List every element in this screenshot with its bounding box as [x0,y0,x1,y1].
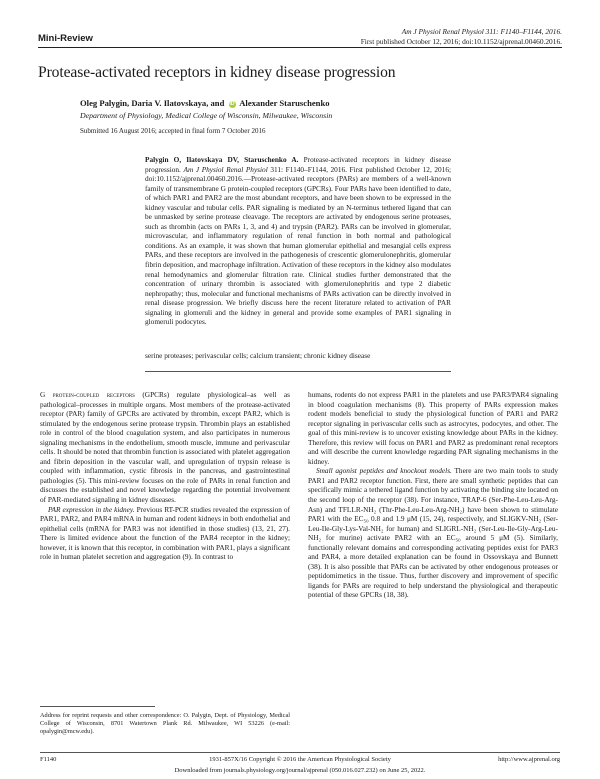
agonists-body: There are two main tools to study PAR1 and PAR2 receptor function. First, there are small synthetic peptides that can specifically mimic a tethered ligand function by activating the binding site located on the second loop of the receptor (38). For instance, TRAP-6 (Ser-Phe-Leu-Leu-Arg-Asn) and TFLLR-NH₂ (Thr-Phe-Leu-Leu-Arg-NH₂) have been shown to stimulate PAR1 with the EC₅₀ 0.8 and 1.9 μM (15, 24), respectively, and SLIGKV-NH₂ (Ser-Leu-Ile-Gly-Lys-Val-NH₂ for human) and SLIGRL-NH₂ (Ser-Leu-Ile-Gly-Arg-Leu-NH₂ for murine) activate PAR2 with an EC₅₀ around 5 μM (5). Similarly, functionally relevant domains and corresponding activating peptides exist for PAR3 and PAR4, a more detailed explanation can be found in Ossovskaya and Bunnett (38). It is also possible that PARs can be activated by other endogenous proteases or peptidomimetics in the tissue. Thus, further discovery and improvement of specific ligands for PARs are required to help understand the physiological and therapeutic potential of these GPCRs (18, 38). [308,466,558,600]
keywords: serine proteases; perivascular cells; calcium transient; chronic kidney disease [145,351,371,360]
abstract [145,155,451,327]
affiliation: Department of Physiology, Medical College of Wisconsin, Milwaukee, Wisconsin [80,111,333,120]
author-list [80,98,330,108]
section-label: Mini-Review [38,33,93,44]
author-names: Oleg Palygin, Daria V. Ilatovskaya, and [80,98,225,108]
left-column [40,390,290,562]
citation-line-2: First published October 12, 2016; doi:10.1152/ajprenal.00460.2016. [360,36,562,46]
page-number: F1140 [40,756,57,763]
right-column [308,390,558,600]
download-notice: Downloaded from journals.physiology.org/journal/ajprenal (050.016.027.232) on June 25, 2022. [174,767,426,774]
submission-dates: Submitted 16 August 2016; accepted in final form 7 October 2016 [80,127,266,135]
expression-heading: PAR expression in the kidney. [48,504,135,514]
intro-body: (GPCRs) regulate physiological–as well as pathological–processes in multiple organs. Most members of the protease-activated receptor (PAR) family of GPCRs are activated by thrombin, except PAR2, which is stimulated by the endogenous serine protease trypsin. Thrombin plays an established role in control of the blood coagulation system, and also participates in numerous signaling mechanisms in the endothelium, smooth muscle, immune and perivascular cells. It should be noted that thrombin function is associated with platelet aggregation and fibrin deposition in the vascular wall, and upregulation of trypsin release is coupled with inflammation, cystic fibrosis in the pancreas, and gastrointestinal pathologies (5). This mini-review focuses on the role of PARs in renal function and discusses the established and novel knowledge regarding the potential involvement of PAR-mediated signaling in kidney diseases. [40,390,290,505]
abstract-body: Protease-activated receptors (PARs) are members of a well-known family of transmembrane G protein-coupled receptors (GPCRs). Four PARs have been identified to date, of which PAR1 and PAR2 are the most abundant receptors, and have been shown to be expressed in the kidney vascular and tubular cells. PAR signaling is mediated by an N-terminus tethered ligand that can be unmasked by serine protease cleavage. The receptors are activated by endogenous serine proteases, such as thrombin (acts on PARs 1, 3, and 4) and trypsin (PAR2). PARs can be involved in glomerular, microvascular, and inflammatory regulation of renal function in both normal and pathological conditions. As an example, it was shown that human glomerular epithelial and mesangial cells express PARs, and these receptors are involved in the pathogenesis of crescentic glomerulonephritis, glomerular fibrin deposition, and macrophage infiltration. Activation of these receptors in the kidney also modulates renal hemodynamics and glomerular filtration rate. Clinical studies further demonstrated that the concentration of urinary thrombin is associated with glomerulonephritis and type 2 diabetic nephropathy; thus, molecular and functional mechanisms of PARs activation can be directly involved in renal disease progression. We briefly discuss here the recent literature related to activation of PAR signaling in glomeruli and the kidney in general and provide some examples of PAR1 signaling in glomeruli podocytes. [145,174,451,327]
intro-lead: G protein-coupled receptors [40,390,135,399]
orcid-icon[interactable]: iD [229,101,235,107]
journal-citation [361,27,562,46]
agonists-heading: Small agonist peptides and knockout models. [316,466,452,476]
paragraph-agonists [308,466,558,600]
header-rule [38,47,562,48]
expression-body: Previous RT-PCR studies revealed the expression of PAR1, PAR2, and PAR4 mRNA in human and rodent kidneys in both endothelial and epithelial cells (mRNA for PAR3 was not identified in those studies) (13, 21, 27). There is limited evidence about the function of the PAR4 receptor in the kidney; however, it is known that this receptor, in combination with PAR1, plays a significant role in human platelet secretion and aggregation (9). In contrast to [40,504,291,562]
correspondence-footnote: Address for reprint requests and other correspondence: O. Palygin, Dept. of Physiology, Medical College of Wisconsin, 8701 Watertown Plank Rd. Milwaukee, WI 53226 (e-mail: opalygin@mcw.edu). [40,712,290,736]
footnote-rule [40,706,155,707]
author-last: Alexander Staruschenko [239,98,330,108]
abstract-rule [145,371,451,372]
abstract-citation-journal: Am J Physiol Renal Physiol [183,164,268,174]
article-title: Protease-activated receptors in kidney disease progression [38,64,396,81]
abstract-citation-authors: Palygin O, Ilatovskaya DV, Staruschenko A. [145,155,299,164]
citation-line-1: Am J Physiol Renal Physiol 311: F1140–F1144, 2016. [401,27,562,36]
abstract-citation-title: Protease-activated receptors in kidney disease progression. [145,155,451,174]
copyright-line: 1931-857X/16 Copyright © 2016 the American Physiological Society [209,756,391,763]
footer-rule [40,752,560,753]
journal-url[interactable]: http://www.ajprenal.org [498,756,560,763]
abstract-citation-rest: 311: F1140–F1144, 2016. First published October 12, 2016; doi:10.1152/ajprenal.00460.2016.— [145,164,452,184]
paragraph-intro [40,390,290,505]
paragraph-expression [40,505,290,562]
paragraph-rodents: humans, rodents do not express PAR1 in the platelets and use PAR3/PAR4 signaling in blood coagulation mechanisms (8). This property of PARs expression makes rodent models beneficial to study the physiological function of PAR1 and PAR2 receptor signaling in perivascular cells such as astrocytes, podocytes, and other. The goal of this mini-review is to uncover existing knowledge about PARs in the kidney. Therefore, this review will focus on PAR1 and PAR2 as predominant renal receptors and will describe the current knowledge regarding PAR signaling mechanisms in the kidney. [308,390,558,466]
